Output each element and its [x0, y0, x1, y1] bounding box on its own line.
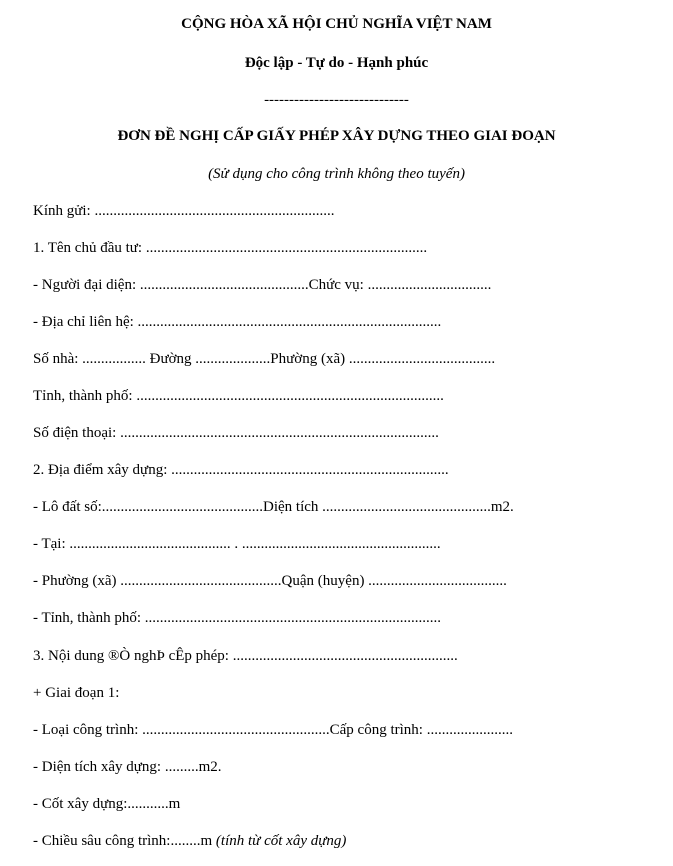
province-line: Tỉnh, thành phố: .................................................................................. [33, 388, 444, 404]
construction-depth-note: (tính từ cốt xây dựng) [215, 833, 347, 849]
national-name: CỘNG HÒA XÃ HỘI CHỦ NGHĨA VIỆT NAM [181, 16, 492, 32]
lot-number-line: - Lô đất số:...........................................Diện tích .............................................m2. [33, 499, 514, 515]
investor-name-line: 1. Tên chủ đầu tư: ........................................................................... [33, 240, 428, 256]
form-subtitle: (Sử dụng cho công trình không theo tuyến) [208, 166, 465, 182]
representative-line: - Người đại diện: .............................................Chức vụ: ................................. [33, 277, 492, 293]
phase-1-heading: + Giai đoạn 1: [33, 685, 120, 701]
construction-depth-text: - Chiều sâu công trình:........m [33, 833, 213, 849]
request-content-heading: 3. Nội dung ®Ò nghÞ cÊp phép: ............................................................ [33, 648, 458, 664]
construction-depth-line [33, 833, 346, 850]
contact-address-line: - Địa chỉ liên hệ: ................................................................................. [33, 314, 442, 330]
ward-district-line: - Phường (xã) ...........................................Quận (huyện) ..................................... [33, 573, 507, 589]
site-province-line: - Tỉnh, thành phố: ............................................................................... [33, 610, 442, 626]
separator-line: ----------------------------- [264, 92, 409, 108]
national-motto: Độc lập - Tự do - Hạnh phúc [244, 55, 429, 71]
construction-location-heading: 2. Địa điểm xây dựng: .......................................................................... [33, 462, 449, 478]
form-title: ĐƠN ĐỀ NGHỊ CẤP GIẤY PHÉP XÂY DỰNG THEO GIAI ĐOẠN [117, 128, 556, 144]
building-area-line: - Diện tích xây dựng: .........m2. [33, 759, 222, 775]
construction-level-line: - Cốt xây dựng:...........m [33, 796, 181, 812]
construction-type-line: - Loại công trình: ..................................................Cấp công trình: ....................... [33, 722, 513, 738]
house-number-line: Số nhà: ................. Đường ....................Phường (xã) ....................................... [33, 351, 496, 367]
location-at-line: - Tại: ........................................... . ..................................................... [33, 536, 441, 552]
phone-line: Số điện thoại: ..................................................................................... [33, 425, 439, 441]
recipient-line: Kính gửi: ................................................................ [33, 203, 335, 219]
